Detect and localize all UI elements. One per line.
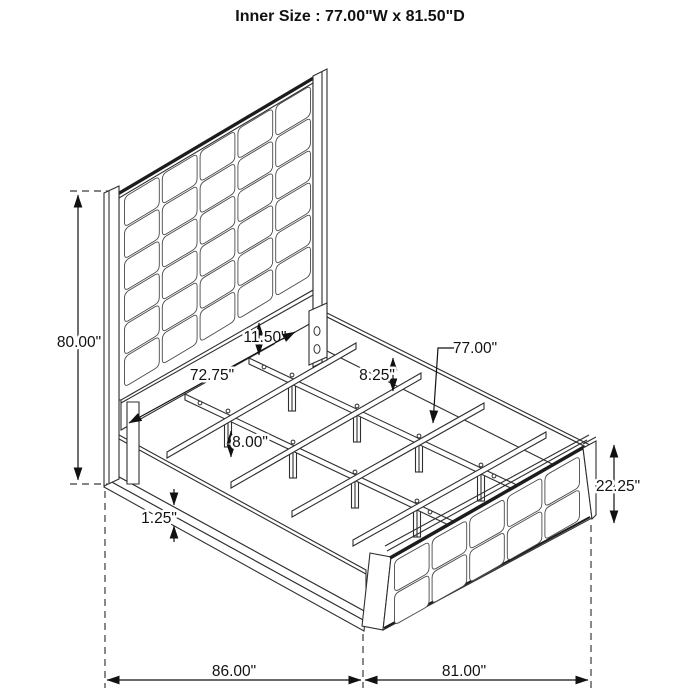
dim-label-overall-width: 81.00" xyxy=(441,663,487,680)
dimension-overall-width xyxy=(365,663,588,680)
dim-label-base-height: 1.25" xyxy=(141,510,177,527)
dim-label-footboard-height: 22.25" xyxy=(595,478,641,495)
dim-label-side-rail-height: 11.50" xyxy=(243,329,287,346)
dim-label-rail-to-slat: 8.25" xyxy=(359,367,395,384)
dim-label-leg-height: 8.00" xyxy=(232,434,268,451)
diagram-title: Inner Size : 77.00"W x 81.50"D xyxy=(235,8,465,25)
dim-label-rail-length: 72.75" xyxy=(189,367,235,384)
dimension-footboard-height xyxy=(596,445,640,523)
headboard-inner-leg xyxy=(127,402,139,484)
dim-label-overall-depth: 86.00" xyxy=(211,663,257,680)
dim-label-slat-length: 77.00" xyxy=(452,340,498,357)
dimension-leg-height xyxy=(231,431,268,457)
dim-label-headboard-height: 80.00" xyxy=(56,334,102,351)
rail-bracket xyxy=(309,303,327,365)
dimension-headboard-height xyxy=(57,195,101,480)
dimension-overall-depth xyxy=(107,663,361,680)
headboard-left-post xyxy=(104,186,119,486)
bed-frame xyxy=(104,69,596,631)
left-side-rail xyxy=(104,430,366,631)
